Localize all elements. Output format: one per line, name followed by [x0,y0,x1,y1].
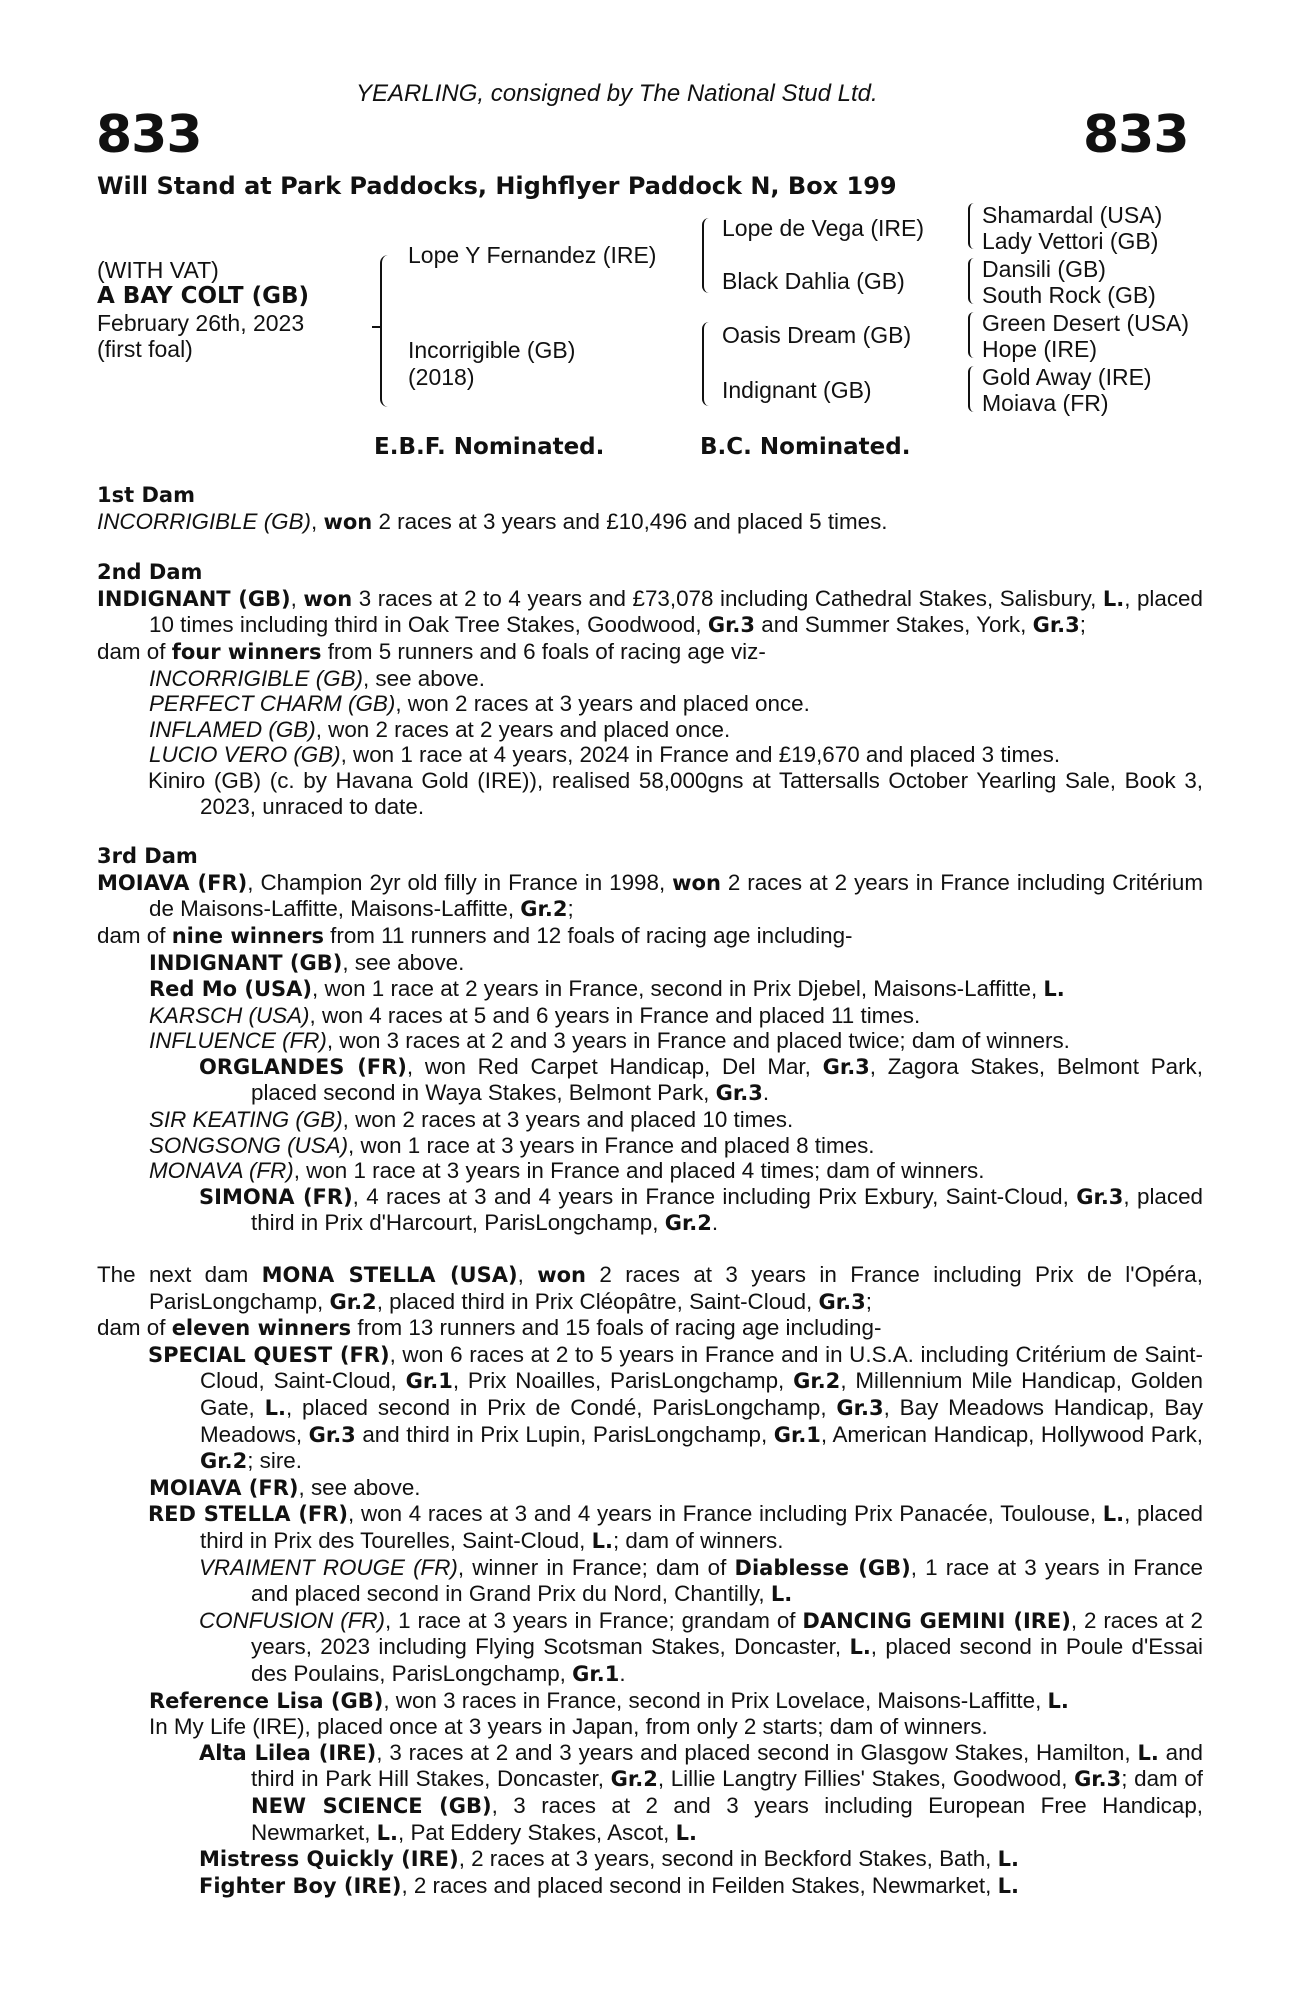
pedigree-brace-sire [702,218,709,293]
next-dam-grand-offspring: Alta Lilea (IRE), 3 races at 2 and 3 years and placed second in Glasgow Stakes, Hamilton, L. and third in Park Hill Stakes, Doncaster, Gr.2, Lillie Langtry Fillies' Stakes, Goodwood, Gr.3; dam of NEW SCIENCE (GB), 3 races at 2 and 3 years including European Free Handicap, Newmarket, L., Pat Eddery Stakes, Ascot, L. [199,1739,1204,1845]
third-dam-record: MOIAVA (FR), Champion 2yr old filly in France in 1998, won 2 races at 2 years in France including Critérium de Maisons-Laffitte, Maisons-Laffitte, Gr.2; [97,869,1204,922]
next-dam-grand-offspring: Fighter Boy (IRE), 2 races and placed second in Feilden Stakes, Newmarket, L. [199,1872,1019,1898]
third-dam-offspring: Red Mo (USA), won 1 race at 2 years in France, second in Prix Djebel, Maisons-Laffitte, L. [149,976,1065,1002]
second-dam-heading: 2nd Dam [97,560,203,585]
pedigree-brace-g1 [968,203,974,249]
next-dam-offspring: In My Life (IRE), placed once at 3 years in Japan, from only 2 starts; dam of winners. [149,1714,988,1740]
first-dam-name: INCORRIGIBLE (GB) [97,508,311,534]
pedigree-sire-sire: Lope de Vega (IRE) [722,215,925,241]
stand-location: Will Stand at Park Paddocks, Highflyer Paddock N, Box 199 [97,172,897,200]
second-dam-produce-summary: dam of four winners from 5 runners and 6 foals of racing age viz- [97,638,766,664]
pedigree-dam-sire: Oasis Dream (GB) [722,322,912,348]
pedigree-g4: South Rock (GB) [982,282,1156,308]
next-dam-produce-summary: dam of eleven winners from 13 runners and 15 foals of racing age including- [97,1315,882,1341]
consignment-line: YEARLING, consigned by The National Stud Ltd. [356,80,878,107]
pedigree-brace-g3 [968,312,974,358]
pedigree-g3: Dansili (GB) [982,256,1106,282]
third-dam-grand-offspring: ORGLANDES (FR), won Red Carpet Handicap, Del Mar, Gr.3, Zagora Stakes, Belmont Park, placed second in Waya Stakes, Belmont Park, Gr.3. [199,1053,1203,1106]
third-dam-offspring: SIR KEATING (GB), won 2 races at 3 years and placed 10 times. [149,1107,794,1133]
pedigree-brace-g4 [968,366,974,412]
second-dam-offspring: LUCIO VERO (GB), won 1 race at 4 years, 2024 in France and £19,670 and placed 3 times. [149,742,1061,768]
pedigree-sire-dam: Black Dahlia (GB) [722,268,905,294]
third-dam-offspring: MONAVA (FR), won 1 race at 3 years in France and placed 4 times; dam of winners. [149,1158,985,1184]
lot-number-left: 833 [96,105,202,165]
second-dam-record: INDIGNANT (GB), won 3 races at 2 to 4 years and £73,078 including Cathedral Stakes, Salisbury, L., placed 10 times including third in Oak Tree Stakes, Goodwood, Gr.3 and Summer Stakes, York, Gr.3; [97,585,1203,638]
foaling-date: February 26th, 2023 [97,310,305,336]
second-dam-offspring: PERFECT CHARM (GB), won 2 races at 3 years and placed once. [149,691,810,717]
next-dam-grand-offspring: Mistress Quickly (IRE), 2 races at 3 years, second in Beckford Stakes, Bath, L. [199,1846,1019,1872]
next-dam-offspring: SPECIAL QUEST (FR), won 6 races at 2 to 5 years in France and in U.S.A. including Critérium de Saint-Cloud, Saint-Cloud, Gr.1, Prix Noailles, ParisLongchamp, Gr.2, Millennium Mile Handicap, Golden Gate, L., placed second in Prix de Condé, ParisLongchamp, Gr.3, Bay Meadows Handicap, Bay Meadows, Gr.3 and third in Prix Lupin, ParisLongchamp, Gr.1, American Handicap, Hollywood Park, Gr.2; sire. [148,1341,1204,1474]
bc-nomination: B.C. Nominated. [700,434,911,460]
third-dam-name: MOIAVA (FR) [97,870,248,895]
second-dam-name: INDIGNANT (GB) [97,586,291,611]
third-dam-offspring: INFLUENCE (FR), won 3 races at 2 and 3 years in France and placed twice; dam of winners. [149,1028,1070,1054]
next-dam-offspring: MOIAVA (FR), see above. [149,1474,421,1500]
pedigree-brace-main [380,255,388,407]
next-dam-offspring: Reference Lisa (GB), won 3 races in France, second in Prix Lovelace, Maisons-Laffitte, L. [149,1687,1069,1713]
first-dam-heading: 1st Dam [97,483,195,507]
lot-number-right: 833 [1083,105,1189,165]
vat-note: (WITH VAT) [97,257,219,283]
first-dam-record: INCORRIGIBLE (GB), won 2 races at 3 years and £10,496 and placed 5 times. [97,508,888,534]
pedigree-g6: Hope (IRE) [982,336,1098,362]
pedigree-brace-dam [702,322,709,406]
pedigree-dam-dam: Indignant (GB) [722,377,872,403]
third-dam-offspring: SONGSONG (USA), won 1 race at 3 years in France and placed 8 times. [149,1132,875,1158]
pedigree-dam: Incorrigible (GB) [408,337,576,363]
third-dam-produce-summary: dam of nine winners from 11 runners and 12 foals of racing age including- [97,922,853,948]
pedigree-dam-year: (2018) [408,364,475,390]
third-dam-offspring: KARSCH (USA), won 4 races at 5 and 6 years in France and placed 11 times. [149,1002,921,1028]
family-details [97,483,1203,1899]
third-dam-heading: 3rd Dam [97,844,198,869]
pedigree-g8: Moiava (FR) [982,390,1109,416]
pedigree-brace-main-tip [372,326,380,328]
next-dam-offspring: RED STELLA (FR), won 4 races at 3 and 4 years in France including Prix Panacée, Toulouse, L., placed third in Prix des Tourelles, Saint-Cloud, L.; dam of winners. [148,1501,1203,1553]
foal-note: (first foal) [97,336,193,362]
next-dam-name: MONA STELLA (USA) [261,1263,518,1288]
third-dam-grand-offspring: SIMONA (FR), 4 races at 3 and 4 years in France including Prix Exbury, Saint-Cloud, Gr.3, placed third in Prix d'Harcourt, ParisLongchamp, Gr.2. [199,1183,1203,1236]
next-dam-record: The next dam MONA STELLA (USA), won 2 races at 3 years in France including Prix de l'Opéra, ParisLongchamp, Gr.2, placed third in Prix Cléopâtre, Saint-Cloud, Gr.3; [97,1262,1203,1314]
second-dam-offspring: INCORRIGIBLE (GB), see above. [149,665,485,691]
third-dam-offspring: INDIGNANT (GB), see above. [149,949,465,975]
second-dam-offspring: INFLAMED (GB), won 2 races at 2 years and placed once. [149,716,731,742]
second-dam-offspring: Kiniro (GB) (c. by Havana Gold (IRE)), realised 58,000gns at Tattersalls October Yearling Sale, Book 3, 2023, unraced to date. [148,767,1203,819]
pedigree-g2: Lady Vettori (GB) [982,228,1159,254]
pedigree-g1: Shamardal (USA) [982,202,1163,228]
pedigree-g5: Green Desert (USA) [982,310,1190,336]
pedigree-brace-g2 [968,258,974,304]
ebf-nomination: E.B.F. Nominated. [374,434,605,460]
pedigree-g7: Gold Away (IRE) [982,364,1152,390]
horse-name: A BAY COLT (GB) [97,283,310,309]
next-dam-grand-offspring: VRAIMENT ROUGE (FR), winner in France; dam of Diablesse (GB), 1 race at 3 years in France and placed second in Grand Prix du Nord, Chantilly, L. [199,1554,1203,1607]
pedigree-sire: Lope Y Fernandez (IRE) [408,242,657,268]
next-dam-grand-offspring: CONFUSION (FR), 1 race at 3 years in France; grandam of DANCING GEMINI (IRE), 2 races at 2 years, 2023 including Flying Scotsman Stakes, Doncaster, L., placed second in Poule d'Essai des Poulains, ParisLongchamp, Gr.1. [199,1607,1203,1686]
